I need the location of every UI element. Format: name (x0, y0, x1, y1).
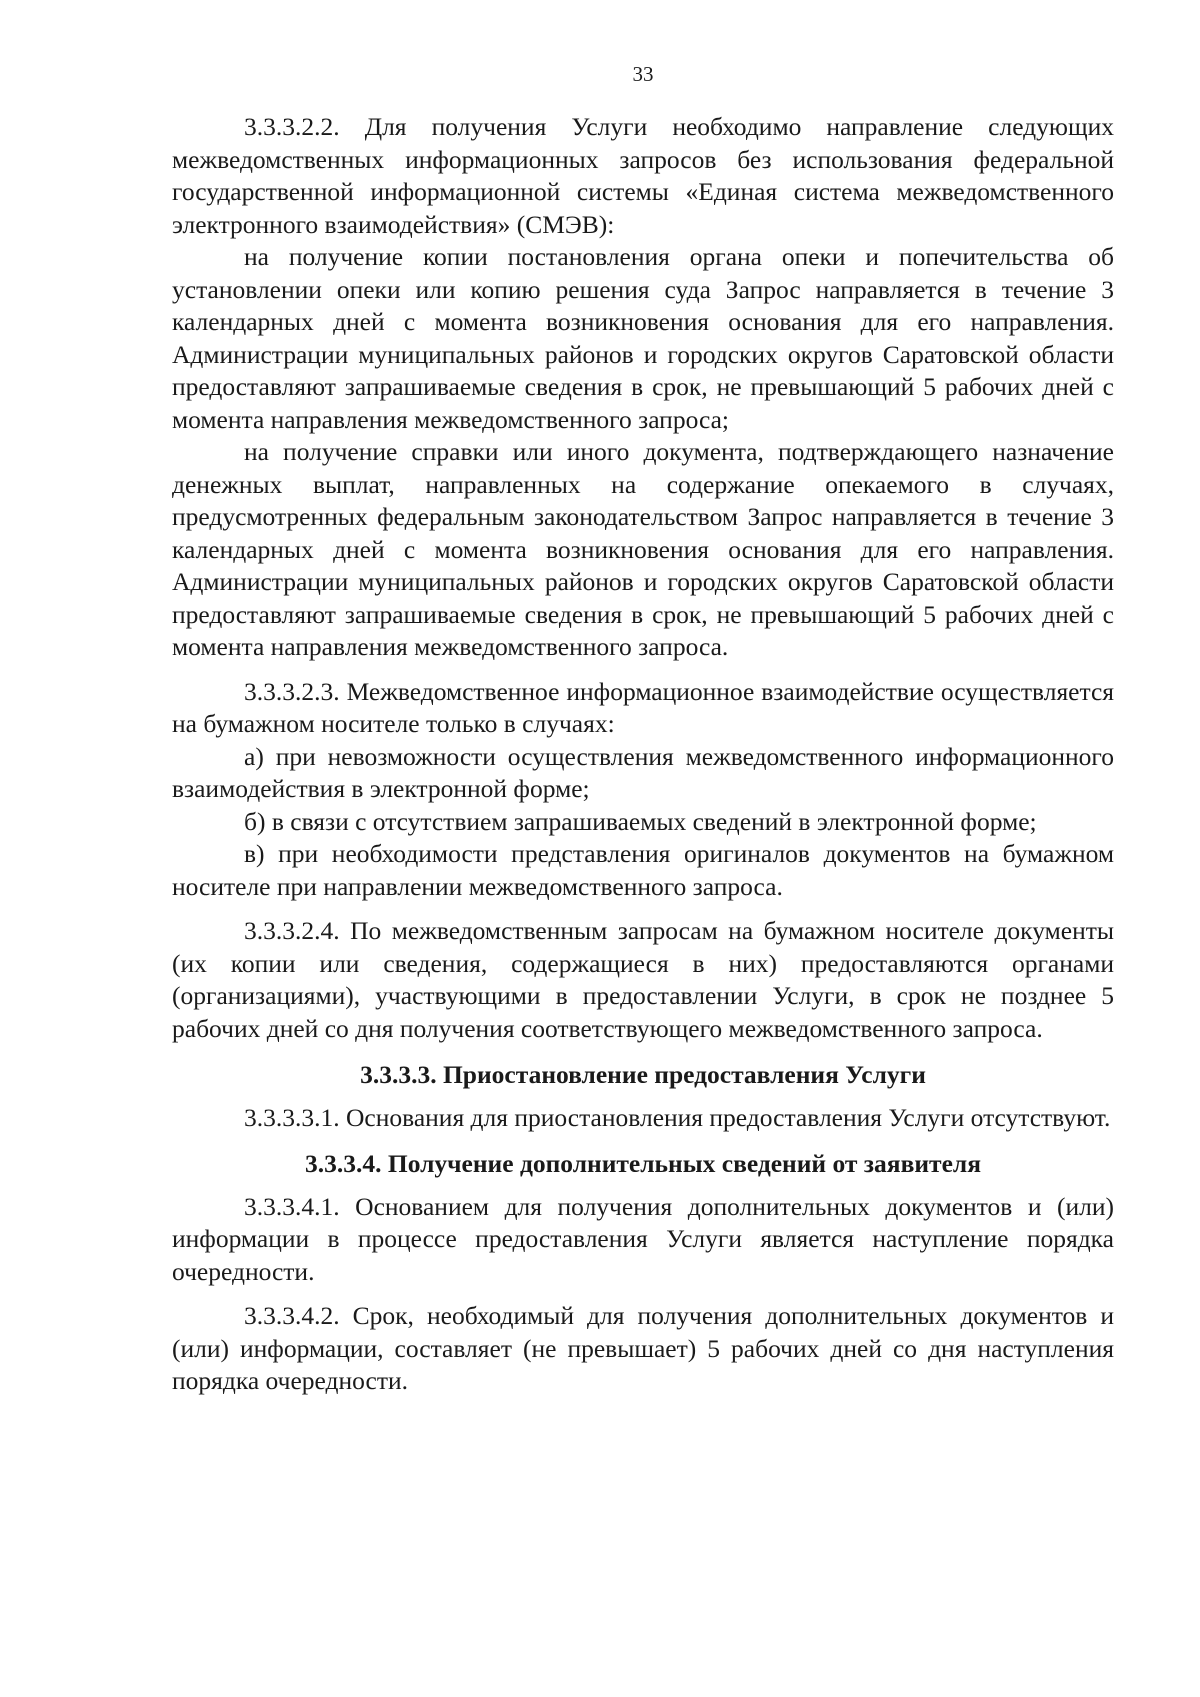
paragraph-3-3-3-4-2: 3.3.3.4.2. Срок, необходимый для получения дополнительных документов и (или) информации, составляет (не превышает) 5 рабочих дней со дня наступления порядка очередности. (172, 1301, 1114, 1395)
paragraph-3-3-3-2-2: 3.3.3.2.2. Для получения Услуги необходимо направление следующих межведомственных информационных запросов без использования федеральной государственной информационной системы «Единая система межведомственного электронного взаимодействия» (СМЭВ): (172, 112, 1114, 239)
paragraph-3-3-3-4-1: 3.3.3.4.1. Основанием для получения дополнительных документов и (или) информации в процессе предоставления Услуги является наступление порядка очередности. (172, 1191, 1114, 1286)
list-item-a: а) при невозможности осуществления межведомственного информационного взаимодействия в электронной форме; (172, 741, 1114, 803)
list-item-b: б) в связи с отсутствием запрашиваемых сведений в электронной форме; (244, 806, 1037, 836)
document-page (172, 62, 1114, 1398)
paragraph-3-3-3-3-1: 3.3.3.3.1. Основания для приостановления предоставления Услуги отсутствуют. (244, 1102, 1111, 1132)
section-heading-3-3-3-3: 3.3.3.3. Приостановление предоставления Услуги (360, 1060, 926, 1089)
paragraph-payments-request: на получение справки или иного документа, подтверждающего назначение денежных выплат, направленных на содержание опекаемого в случаях, предусмотренных федеральным законодательством Запрос направляется в течение 3 календарных дней с момента возникновения основания для его направления. Администрации муниципальных районов и городских округов Саратовской области предоставляют запрашиваемые сведения в срок, не превышающий 5 рабочих дней с момента направления межведомственного запроса. (172, 437, 1114, 661)
document-body (172, 111, 1114, 1398)
list-item-v: в) при необходимости представления оригиналов документов на бумажном носителе при направлении межведомственного запроса. (172, 839, 1114, 901)
paragraph-3-3-3-2-3: 3.3.3.2.3. Межведомственное информационное взаимодействие осуществляется на бумажном носителе только в случаях: (172, 676, 1114, 738)
page-number: 33 (632, 62, 654, 86)
paragraph-3-3-3-2-4: 3.3.3.2.4. По межведомственным запросам на бумажном носителе документы (их копии или сведения, содержащиеся в них) предоставляются органами (организациями), участвующими в предоставлении Услуги, в срок не позднее 5 рабочих дней со дня получения соответствующего межведомственного запроса. (172, 916, 1114, 1043)
paragraph-guardianship-request: на получение копии постановления органа опеки и попечительства об установлении опеки или копию решения суда Запрос направляется в течение 3 календарных дней с момента возникновения основания для его направления. Администрации муниципальных районов и городских округов Саратовской области предоставляют запрашиваемые сведения в срок, не превышающий 5 рабочих дней с момента направления межведомственного запроса; (172, 242, 1114, 434)
section-heading-3-3-3-4: 3.3.3.4. Получение дополнительных сведений от заявителя (304, 1149, 982, 1178)
